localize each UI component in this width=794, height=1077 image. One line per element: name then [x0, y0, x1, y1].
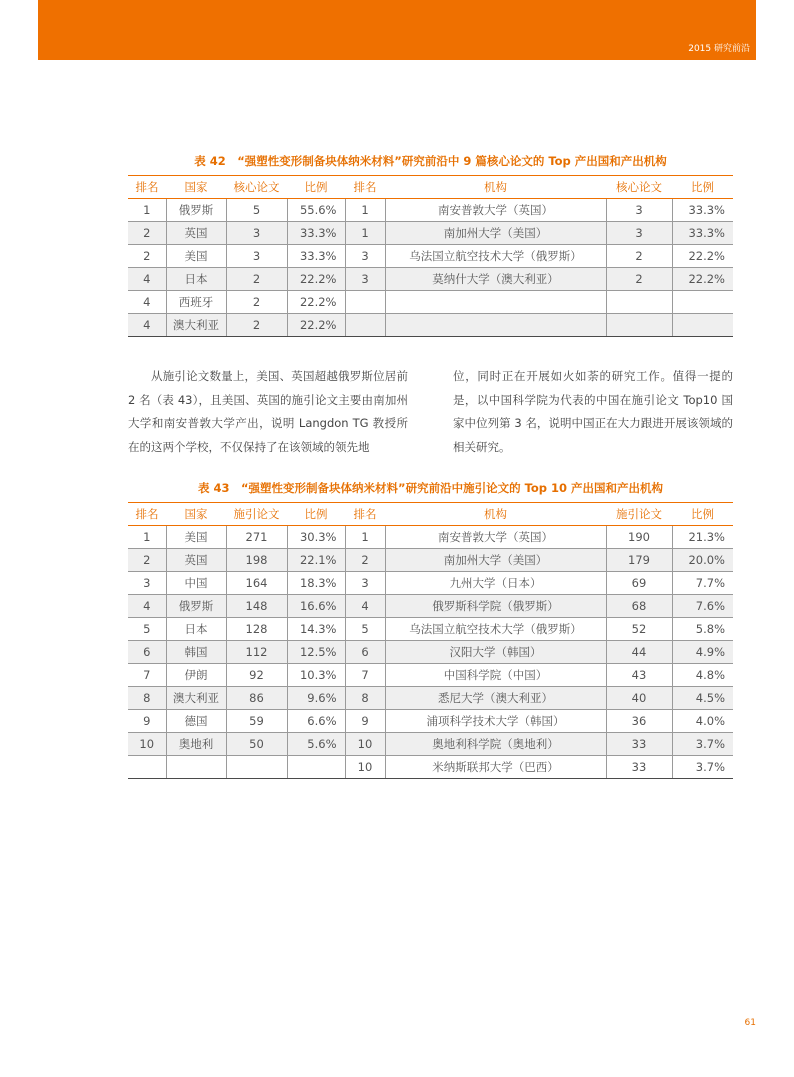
table-cell: 10 [128, 733, 166, 756]
table-cell: 4.9% [672, 641, 733, 664]
table-cell: 22.2% [672, 245, 733, 268]
table-cell: 美国 [166, 526, 226, 549]
table-cell: 3.7% [672, 756, 733, 779]
table-cell: 3 [606, 222, 672, 245]
table-cell: 3 [345, 245, 385, 268]
table-cell: 西班牙 [166, 291, 226, 314]
table-cell: 9 [128, 710, 166, 733]
table-cell: 莫纳什大学（澳大利亚） [385, 268, 606, 291]
table-row [128, 526, 733, 549]
table-cell: 179 [606, 549, 672, 572]
table-cell: 3 [226, 222, 287, 245]
table-cell: 俄罗斯 [166, 199, 226, 222]
table-cell: 伊朗 [166, 664, 226, 687]
table-cell: 69 [606, 572, 672, 595]
table-cell: 30.3% [287, 526, 345, 549]
table-cell: 奥地利科学院（奥地利） [385, 733, 606, 756]
column-header: 排名 [128, 503, 166, 526]
table-cell: 3 [128, 572, 166, 595]
table-row [128, 314, 733, 337]
table-cell: 21.3% [672, 526, 733, 549]
table-cell: 九州大学（日本） [385, 572, 606, 595]
table-cell: 10 [345, 733, 385, 756]
table-cell: 4.0% [672, 710, 733, 733]
table-row [128, 595, 733, 618]
table-cell: 22.2% [287, 314, 345, 337]
table-cell: 1 [128, 526, 166, 549]
table-cell: 4.5% [672, 687, 733, 710]
table-cell: 4 [128, 595, 166, 618]
table-cell: 86 [226, 687, 287, 710]
table-cell: 南加州大学（美国） [385, 549, 606, 572]
column-header: 排名 [128, 176, 166, 199]
table-cell: 16.6% [287, 595, 345, 618]
table-cell: 米纳斯联邦大学（巴西） [385, 756, 606, 779]
table-cell: 奥地利 [166, 733, 226, 756]
table-cell: 日本 [166, 268, 226, 291]
table-cell: 22.2% [672, 268, 733, 291]
table-cell [128, 756, 166, 779]
table-cell: 12.5% [287, 641, 345, 664]
table-cell: 33 [606, 733, 672, 756]
table-cell: 4 [345, 595, 385, 618]
table-cell: 乌法国立航空技术大学（俄罗斯） [385, 245, 606, 268]
table43-caption: 表 43 “强塑性变形制备块体纳米材料”研究前沿中施引论文的 Top 10 产出国和产出机构 [197, 481, 664, 495]
table-cell: 汉阳大学（韩国） [385, 641, 606, 664]
table-cell: 18.3% [287, 572, 345, 595]
table-cell: 英国 [166, 549, 226, 572]
column-header: 核心论文 [606, 176, 672, 199]
table-cell: 1 [128, 199, 166, 222]
table-cell: 92 [226, 664, 287, 687]
column-header: 机构 [385, 503, 606, 526]
table-cell: 22.1% [287, 549, 345, 572]
table-cell: 1 [345, 526, 385, 549]
table-cell: 6 [128, 641, 166, 664]
table-cell: 44 [606, 641, 672, 664]
table-cell: 美国 [166, 245, 226, 268]
table-row [128, 199, 733, 222]
table-cell [385, 314, 606, 337]
table-cell: 20.0% [672, 549, 733, 572]
column-header: 比例 [287, 176, 345, 199]
page-number: 61 [744, 1018, 756, 1028]
table-row [128, 291, 733, 314]
column-header: 施引论文 [226, 503, 287, 526]
table-cell: 2 [226, 268, 287, 291]
table-cell: 1 [345, 222, 385, 245]
table-cell: 6 [345, 641, 385, 664]
table-cell: 33.3% [287, 222, 345, 245]
table-cell: 2 [128, 245, 166, 268]
table-cell: 2 [226, 314, 287, 337]
table-cell: 7.7% [672, 572, 733, 595]
table-cell [385, 291, 606, 314]
table-cell [672, 314, 733, 337]
table-row [128, 756, 733, 779]
table-row [128, 733, 733, 756]
table-row [128, 710, 733, 733]
table-cell: 韩国 [166, 641, 226, 664]
table-cell: 7 [345, 664, 385, 687]
column-header: 比例 [287, 503, 345, 526]
table-cell: 3.7% [672, 733, 733, 756]
table-cell: 10 [345, 756, 385, 779]
table-cell: 59 [226, 710, 287, 733]
table-cell: 4 [128, 291, 166, 314]
header-brand: 2015 研究前沿 [688, 44, 750, 54]
table-row [128, 572, 733, 595]
table-row [128, 618, 733, 641]
table-cell: 澳大利亚 [166, 314, 226, 337]
table-cell: 33.3% [672, 199, 733, 222]
column-header: 比例 [672, 176, 733, 199]
table-cell: 2 [128, 549, 166, 572]
table-cell: 5.6% [287, 733, 345, 756]
table-cell: 33 [606, 756, 672, 779]
table-cell: 南加州大学（美国） [385, 222, 606, 245]
table-cell: 3 [226, 245, 287, 268]
table-cell: 中国 [166, 572, 226, 595]
table-cell: 澳大利亚 [166, 687, 226, 710]
table-cell: 德国 [166, 710, 226, 733]
table-cell: 33.3% [287, 245, 345, 268]
table-cell: 日本 [166, 618, 226, 641]
table-cell: 164 [226, 572, 287, 595]
table-row [128, 268, 733, 291]
table-cell: 2 [128, 222, 166, 245]
table-row [128, 641, 733, 664]
table-cell: 浦项科学技术大学（韩国） [385, 710, 606, 733]
table-cell: 128 [226, 618, 287, 641]
column-header: 国家 [166, 503, 226, 526]
table-cell [287, 756, 345, 779]
table-cell: 3 [345, 572, 385, 595]
table-cell: 5.8% [672, 618, 733, 641]
column-header: 国家 [166, 176, 226, 199]
table-cell: 7 [128, 664, 166, 687]
table-cell: 南安普敦大学（英国） [385, 526, 606, 549]
table-cell: 1 [345, 199, 385, 222]
table-cell: 5 [128, 618, 166, 641]
table-cell: 22.2% [287, 268, 345, 291]
body-paragraph-right: 位，同时正在开展如火如荼的研究工作。值得一提的是，以中国科学院为代表的中国在施引论文 Top10 国家中位列第 3 名，说明中国正在大力跟进开展该领域的相关研究。 [453, 369, 733, 454]
table-cell: 8 [128, 687, 166, 710]
table42 [128, 175, 733, 337]
table-cell: 68 [606, 595, 672, 618]
table-cell [672, 291, 733, 314]
table-cell: 271 [226, 526, 287, 549]
table-row [128, 687, 733, 710]
table-cell: 52 [606, 618, 672, 641]
column-header: 排名 [345, 503, 385, 526]
table42-caption: 表 42 “强塑性变形制备块体纳米材料”研究前沿中 9 篇核心论文的 Top 产出国和产出机构 [194, 154, 667, 168]
table-cell [345, 291, 385, 314]
table-cell: 2 [606, 268, 672, 291]
table-cell: 悉尼大学（澳大利亚） [385, 687, 606, 710]
table-cell: 英国 [166, 222, 226, 245]
column-header: 机构 [385, 176, 606, 199]
table-cell: 10.3% [287, 664, 345, 687]
table-cell: 2 [226, 291, 287, 314]
table-cell: 3 [606, 199, 672, 222]
table-cell: 5 [345, 618, 385, 641]
table-cell: 14.3% [287, 618, 345, 641]
table-cell: 俄罗斯科学院（俄罗斯） [385, 595, 606, 618]
table-cell: 50 [226, 733, 287, 756]
table-row [128, 664, 733, 687]
table-cell [345, 314, 385, 337]
table-cell: 9 [345, 710, 385, 733]
table-cell: 中国科学院（中国） [385, 664, 606, 687]
table-cell: 55.6% [287, 199, 345, 222]
column-header: 施引论文 [606, 503, 672, 526]
table-cell: 43 [606, 664, 672, 687]
table-cell: 俄罗斯 [166, 595, 226, 618]
table-row [128, 222, 733, 245]
table-cell: 198 [226, 549, 287, 572]
table-cell: 2 [606, 245, 672, 268]
table-cell [226, 756, 287, 779]
table-cell: 8 [345, 687, 385, 710]
table43 [128, 502, 733, 779]
table-cell [166, 756, 226, 779]
table-cell: 40 [606, 687, 672, 710]
table-row [128, 549, 733, 572]
table-cell: 4 [128, 268, 166, 291]
table-cell [606, 291, 672, 314]
table-cell: 南安普敦大学（英国） [385, 199, 606, 222]
table-cell: 4.8% [672, 664, 733, 687]
table-row [128, 245, 733, 268]
table-cell: 9.6% [287, 687, 345, 710]
table-cell [606, 314, 672, 337]
table-cell: 4 [128, 314, 166, 337]
table-cell: 22.2% [287, 291, 345, 314]
table-cell: 7.6% [672, 595, 733, 618]
header-band [38, 0, 756, 60]
column-header: 比例 [672, 503, 733, 526]
table-cell: 190 [606, 526, 672, 549]
table-cell: 33.3% [672, 222, 733, 245]
table-cell: 乌法国立航空技术大学（俄罗斯） [385, 618, 606, 641]
table-cell: 112 [226, 641, 287, 664]
column-header: 排名 [345, 176, 385, 199]
table-cell: 5 [226, 199, 287, 222]
body-paragraph-left: 从施引论文数量上，美国、英国超越俄罗斯位居前 2 名（表 43），且美国、英国的施引论文主要由南加州大学和南安普敦大学产出，说明 Langdon TG 教授所在的这两个学校，不仅保持了在该领域的领先地 [128, 369, 408, 454]
column-header: 核心论文 [226, 176, 287, 199]
table-cell: 2 [345, 549, 385, 572]
table-cell: 148 [226, 595, 287, 618]
table-cell: 3 [345, 268, 385, 291]
table-cell: 36 [606, 710, 672, 733]
table-cell: 6.6% [287, 710, 345, 733]
